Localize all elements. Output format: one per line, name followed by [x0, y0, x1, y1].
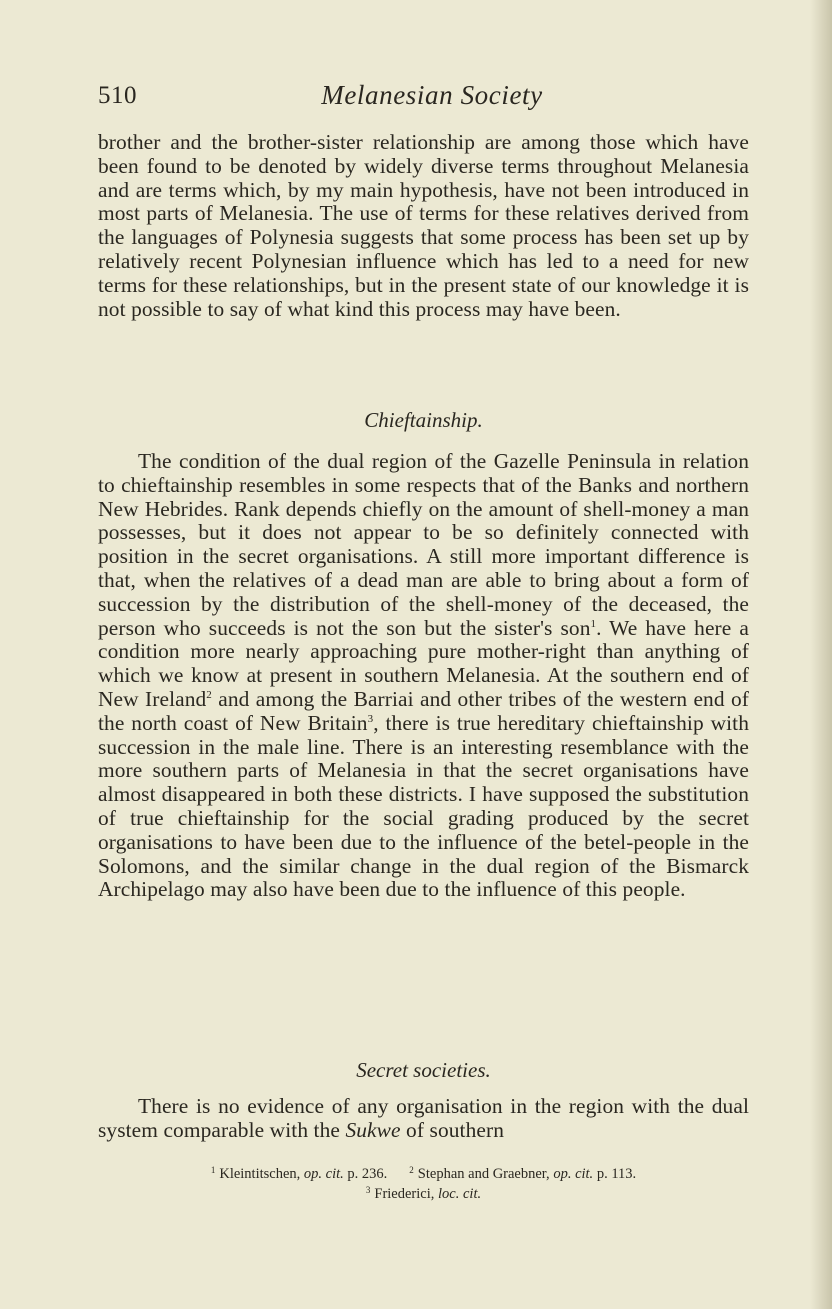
section-heading-secret-societies: Secret societies. [356, 1058, 491, 1082]
page-number: 510 [98, 82, 137, 109]
page-header [98, 80, 748, 116]
footnote-cite: loc. cit. [438, 1186, 482, 1202]
footnote-author: Friederici, [374, 1186, 439, 1202]
chieftainship-text-d: , there is true hereditary chieftainship with succession in the male line. There is an interesting resemblance with the more southern parts of Melanesia in that the secret organisations have almost disappeared in both these districts. I have supposed the substitution of true chieftainship for the social grading produced by the secret organisations to have been due to the influence of the betel-people in the Solomons, and the similar change in the dual region of the Bismarck Archipelago may also have been due to the influence of this people. [98, 710, 750, 902]
footnotes [98, 1162, 749, 1202]
footnote-rest: p. 113. [593, 1166, 637, 1182]
secret-societies-text-b: of southern [400, 1117, 504, 1142]
chieftainship-text-a: The condition of the dual region of the Gazelle Peninsula in relation to chieftainship resembles in some respects that of the Banks and northern New Hebrides. Rank depends chiefly on the amount of shell-money a man possesses, but it does not appear to be so definitely connected with position in the secret organisations. A still more important difference is that, when the relatives of a dead man are able to bring about a form of succession by the distribution of the shell-money of the deceased, the person who succeeds is not the son but the sister's son [98, 449, 749, 640]
footnote-author: Kleintitschen, [219, 1166, 304, 1182]
footnote-author: Stephan and Graebner, [417, 1166, 554, 1182]
page-edge-shadow [810, 0, 832, 1309]
secret-societies-text-a: There is no evidence of any organisation in the region with the dual system comparable with the [98, 1094, 749, 1142]
footnote-mark: 3 [365, 1185, 371, 1195]
chieftainship-text-b: . We have here a condition more nearly approaching pure mother-right than anything of which we know at present in southern Melanesia. At the southern end of New Ireland [98, 615, 749, 711]
footnote-rest: p. 236. [343, 1166, 388, 1182]
footnote-3 [98, 1182, 749, 1202]
footnote-ref-2: 2 [206, 688, 212, 701]
paragraph-chieftainship [98, 450, 749, 902]
footnote-mark: 1 [210, 1165, 216, 1175]
footnote-cite: op. cit. [553, 1166, 594, 1182]
footnote-1 [211, 1166, 387, 1182]
footnote-ref-3: 3 [367, 712, 374, 725]
footnote-2 [409, 1166, 636, 1182]
footnote-ref-1: 1 [590, 617, 597, 630]
sukwe-term: Sukwe [345, 1117, 401, 1142]
footnote-cite: op. cit. [303, 1166, 344, 1182]
footnote-mark: 2 [409, 1165, 414, 1175]
paragraph-secret-societies [98, 1095, 749, 1143]
chieftainship-text-c: and among the Barriai and other tribes of the western end of the north coast of New Britain [98, 686, 749, 735]
paragraph-continued: brother and the brother-sister relationship are among those which have been found to be denoted by widely diverse terms throughout Melanesia and are terms which, by my main hypothesis, have not been introduced in most parts of Melanesia. The use of terms for these relatives derived from the languages of Polynesia suggests that some process has been set up by relatively recent Polynesian influence which has led to a need for new terms for these relationships, but in the present state of our knowledge it is not possible to say of what kind this process may have been. [98, 130, 749, 321]
footnote-line-1 [98, 1162, 749, 1182]
section-heading-chieftainship: Chieftainship. [364, 408, 483, 432]
running-title: Melanesian Society [321, 80, 543, 110]
